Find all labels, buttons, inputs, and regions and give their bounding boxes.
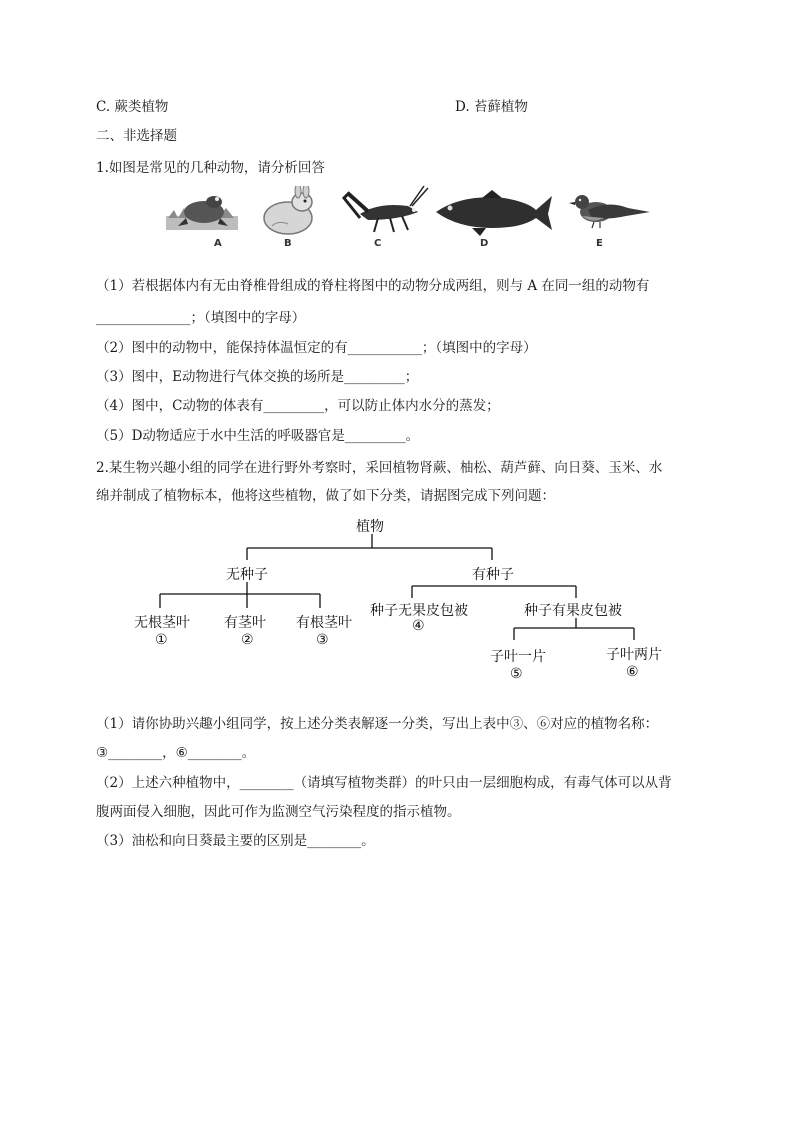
classification-tree	[120, 512, 720, 697]
q1-stem: 1.如图是常见的几种动物，请分析回答	[96, 160, 325, 176]
tree-has-seed: 有种子	[472, 567, 514, 583]
mark-2: ②	[241, 632, 254, 648]
mark-1: ①	[155, 632, 168, 648]
q2-sub2-line2: 腹两面侵入细胞，因此可作为监测空气污染程度的指示植物。	[96, 804, 461, 820]
bird-image	[568, 190, 652, 230]
option-d: D. 苔藓植物	[455, 99, 528, 115]
tree-one-cotyledon: 子叶一片	[490, 649, 546, 665]
rabbit-image	[258, 186, 322, 236]
q1-sub1-line2: ______________；（填图中的字母）	[96, 310, 306, 326]
label-a: A	[214, 238, 222, 249]
mark-6: ⑥	[626, 664, 639, 680]
tree-seed-no-pericarp: 种子无果皮包被	[370, 603, 468, 619]
grasshopper-image	[338, 184, 430, 236]
tree-seed-pericarp: 种子有果皮包被	[524, 603, 622, 619]
mark-4: ④	[412, 618, 425, 634]
q2-sub1-line1: （1）请你协助兴趣小组同学，按上述分类表解逐一分类，写出上表中③、⑥对应的植物名称：	[96, 716, 659, 732]
frog-image	[164, 188, 240, 234]
tree-no-root-stem-leaf: 无根茎叶	[134, 615, 190, 631]
label-c: C	[374, 238, 382, 249]
q1-sub2: （2）图中的动物中，能保持体温恒定的有___________；（填图中的字母）	[96, 340, 537, 356]
label-d: D	[480, 238, 489, 249]
mark-5: ⑤	[510, 666, 523, 682]
section-title: 二、非选择题	[96, 128, 177, 144]
label-b: B	[284, 238, 292, 249]
q1-sub5: （5）D动物适应于水中生活的呼吸器官是_________。	[96, 428, 420, 444]
q2-sub1-line2: ③________，⑥________。	[96, 745, 256, 761]
tree-no-seed: 无种子	[226, 567, 268, 583]
tree-has-root-stem-leaf: 有根茎叶	[296, 615, 352, 631]
q2-sub3: （3）油松和向日葵最主要的区别是________。	[96, 833, 375, 849]
q2-stem-line2: 绵并制成了植物标本，他将这些植物，做了如下分类，请据图完成下列问题：	[96, 488, 555, 504]
q1-sub3: （3）图中，E动物进行气体交换的场所是_________；	[96, 369, 419, 385]
option-c: C. 蕨类植物	[96, 99, 169, 115]
animals-figure	[160, 182, 660, 254]
q1-sub4: （4）图中，C动物的体表有_________，可以防止体内水分的蒸发；	[96, 398, 500, 414]
tree-has-stem-leaf: 有茎叶	[224, 615, 266, 631]
mark-3: ③	[316, 632, 329, 648]
q2-stem-line1: 2.某生物兴趣小组的同学在进行野外考察时，采回植物肾蕨、柚松、葫芦藓、向日葵、玉米、水	[96, 460, 663, 476]
q2-sub2-line1: （2）上述六种植物中，________（请填写植物类群）的叶只由一层细胞构成，有毒气体可以从背	[96, 775, 672, 791]
fish-image	[432, 190, 554, 236]
q1-sub1-line1: （1）若根据体内有无由脊椎骨组成的脊柱将图中的动物分成两组，则与 A 在同一组的动物有	[96, 278, 650, 294]
tree-root: 植物	[356, 519, 384, 535]
label-e: E	[596, 238, 603, 249]
tree-two-cotyledons: 子叶两片	[606, 647, 662, 663]
